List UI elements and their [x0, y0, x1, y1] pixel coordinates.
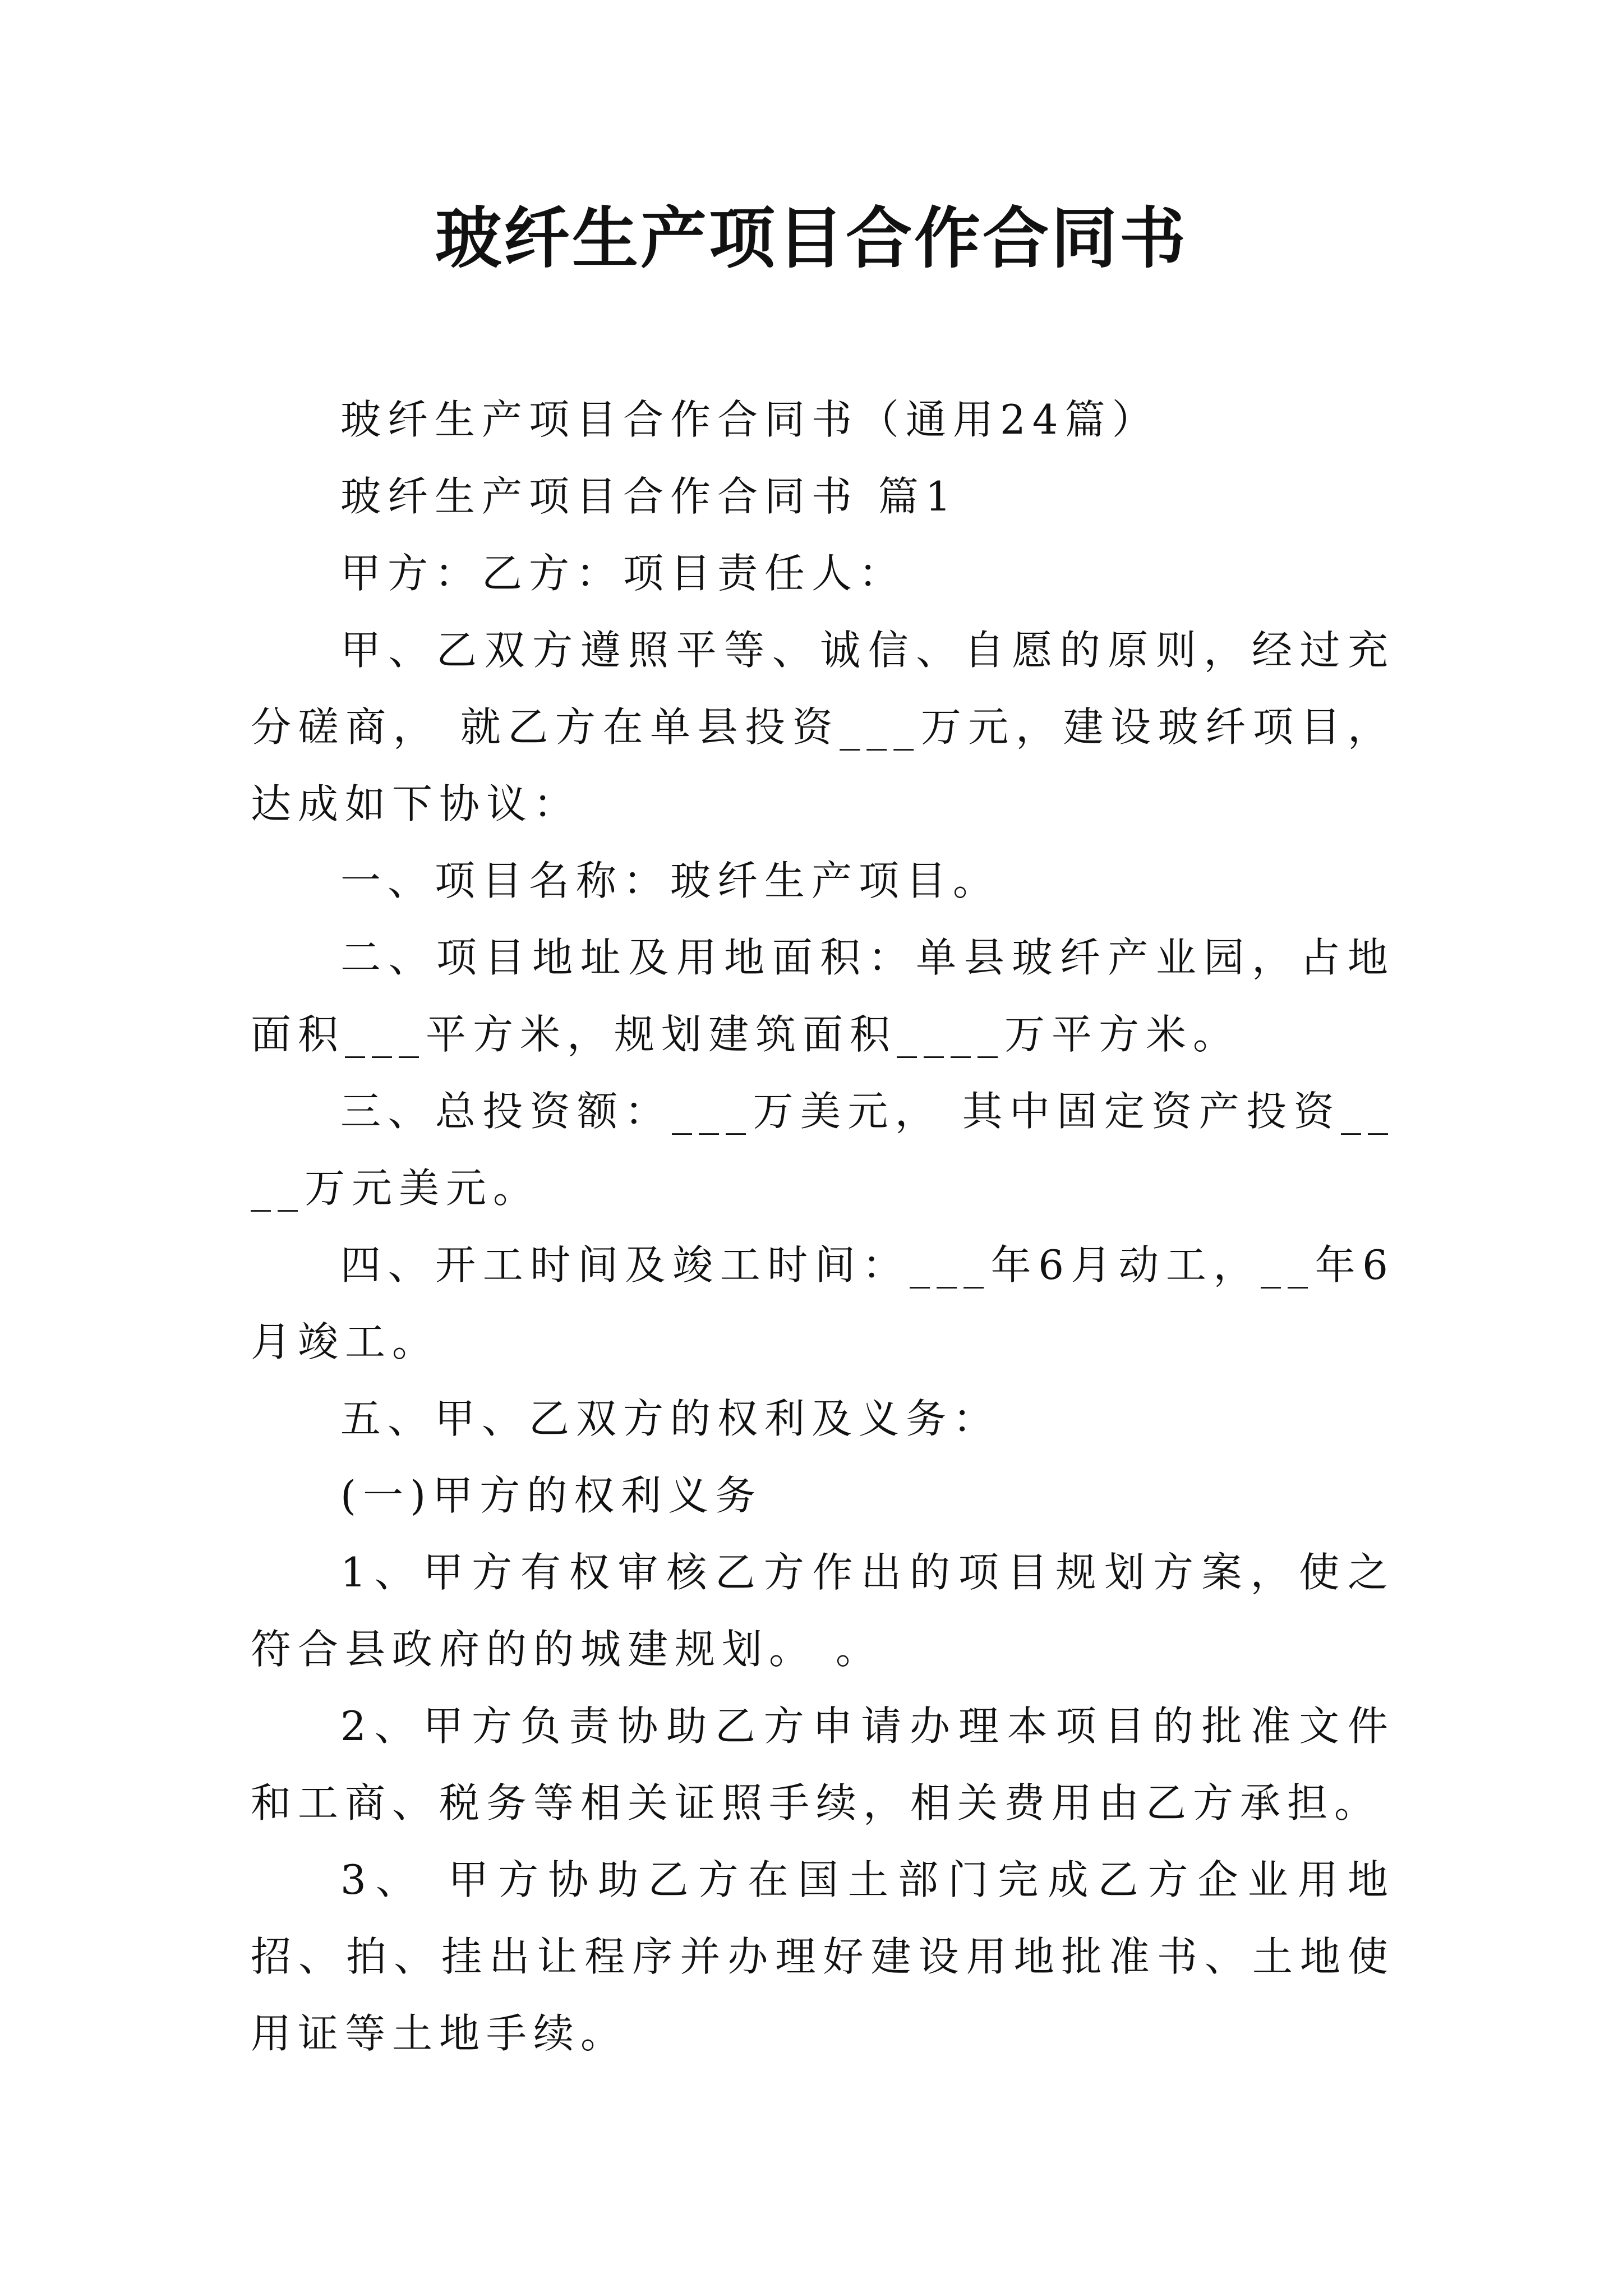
paragraph-rights-obligations: 五、甲、乙双方的权利及义务： — [340, 1395, 1000, 1442]
paragraph-parties: 甲方：乙方：项目责任人： — [340, 550, 906, 597]
paragraph-clause-2: 2、甲方负责协助乙方申请办理本项目的批准文件和工商、税务等相关证照手续，相关费用由乙方承担。 — [251, 1703, 1395, 1826]
paragraph-schedule: 四、开工时间及竣工时间：___年6月动工，__年6月竣工。 — [251, 1241, 1395, 1365]
document-body — [251, 381, 1395, 2072]
document-title: 玻纤生产项目合作合同书 — [435, 199, 1188, 277]
paragraph-party-a-heading: (一)甲方的权利义务 — [340, 1472, 763, 1519]
paragraph-section-heading: 玻纤生产项目合作合同书 篇1 — [340, 473, 958, 520]
paragraph-project-location: 二、项目地址及用地面积：单县玻纤产业园，占地面积___平方米，规划建筑面积____万平方米。 — [251, 934, 1395, 1058]
paragraph-total-investment: 三、总投资额：___万美元， 其中固定资产投资____万元美元。 — [251, 1088, 1395, 1212]
paragraph-project-name: 一、项目名称：玻纤生产项目。 — [340, 857, 1000, 904]
paragraph-clause-1: 1、甲方有权审核乙方作出的项目规划方案，使之符合县政府的的城建规划。 。 — [251, 1549, 1395, 1673]
paragraph-preamble: 甲、乙双方遵照平等、诚信、自愿的原则，经过充分磋商， 就乙方在单县投资___万元，建设玻纤项目，达成如下协议： — [251, 627, 1395, 827]
paragraph-subtitle: 玻纤生产项目合作合同书（通用24篇） — [340, 396, 1159, 443]
paragraph-clause-3: 3、 甲方协助乙方在国土部门完成乙方企业用地招、拍、挂出让程序并办理好建设用地批准书、土地使用证等土地手续。 — [251, 1856, 1395, 2057]
